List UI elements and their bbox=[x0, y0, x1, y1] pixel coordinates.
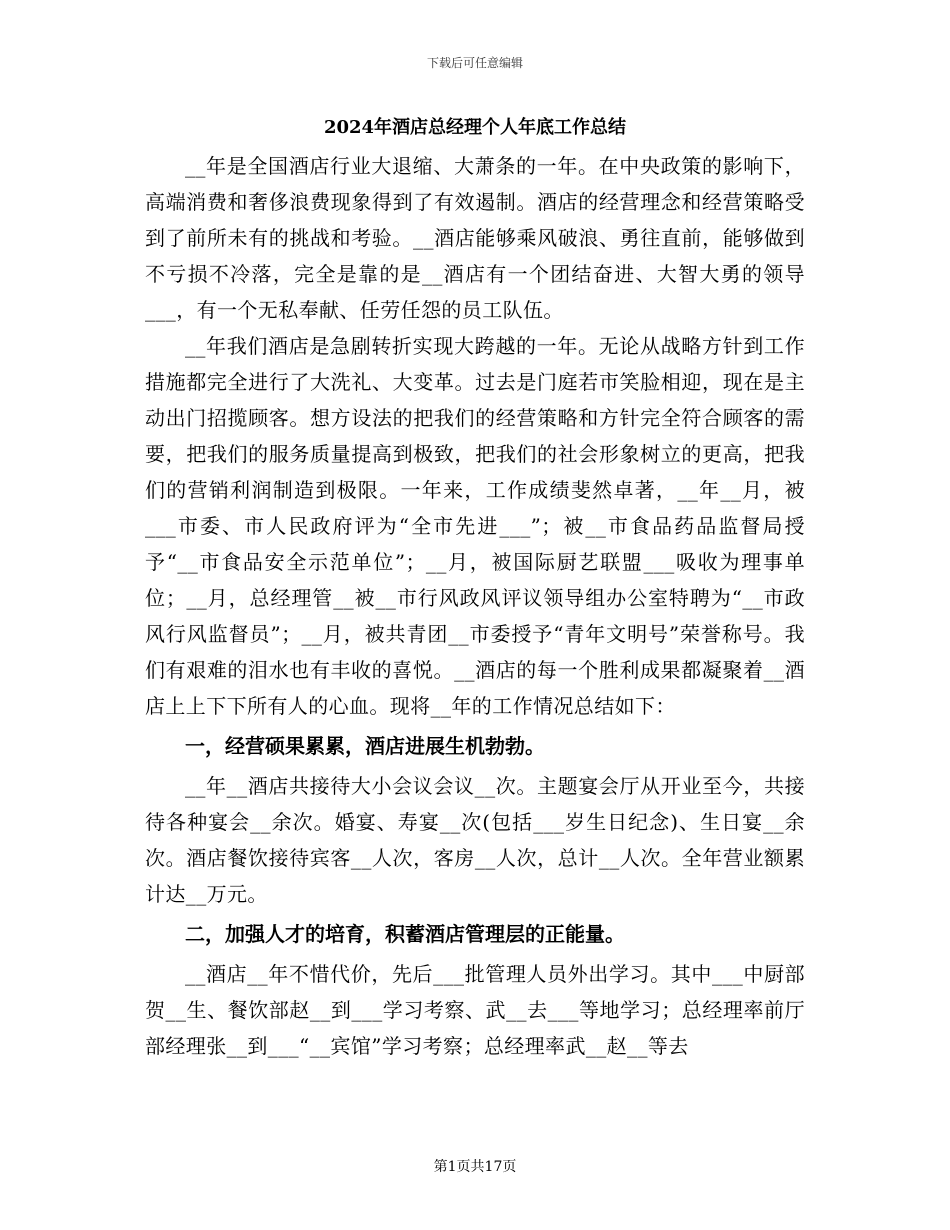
section-heading-2: 二，加强人才的培育，积蓄酒店管理层的正能量。 bbox=[185, 922, 625, 946]
section-text-2: __酒店__年不惜代价，先后___批管理人员外出学习。其中___中厨部贺__生、餐饮部赵__到___学习考察、武__去___等地学习；总经理率前厅部经理张__到___“__宾馆”学习考察；总经理率武__赵__等去 bbox=[145, 962, 805, 1058]
page-number-footer: 第1页共17页 bbox=[433, 1159, 517, 1175]
section-text-1: __年__酒店共接待大小会议会议__次。主题宴会厅从开业至今，共接待各种宴会__余次。婚宴、寿宴__次(包括___岁生日纪念)、生日宴__余次。酒店餐饮接待宾客__人次，客房__人次，总计__人次。全年营业额累计达__万元。 bbox=[145, 774, 805, 906]
page-header-note: 下载后可任意编辑 bbox=[426, 56, 523, 70]
paragraph-intro: __年是全国酒店行业大退缩、大萧条的一年。在中央政策的影响下，高端消费和奢侈浪费现象得到了有效遏制。酒店的经营理念和经营策略受到了前所未有的挑战和考验。__酒店能够乘风破浪、勇往直前，能够做到不亏损不冷落，完全是靠的是__酒店有一个团结奋进、大智大勇的领导___，有一个无私奉献、任劳任怨的员工队伍。 bbox=[145, 154, 805, 322]
document-body bbox=[145, 148, 805, 1064]
document-title: 2024年酒店总经理个人年底工作总结 bbox=[323, 117, 627, 138]
section-heading-1: 一，经营硕果累累，酒店进展生机勃勃。 bbox=[185, 734, 545, 758]
paragraph-achievements: __年我们酒店是急剧转折实现大跨越的一年。无论从战略方针到工作措施都完全进行了大洗礼、大变革。过去是门庭若市笑脸相迎，现在是主动出门招揽顾客。想方设法的把我们的经营策略和方针完全符合顾客的需要，把我们的服务质量提高到极致，把我们的社会形象树立的更高，把我们的营销利润制造到极限。一年来，工作成绩斐然卓著，__年__月，被___市委、市人民政府评为“全市先进___”；被__市食品药品监督局授予“__市食品安全示范单位”；__月，被国际厨艺联盟___吸收为理事单位；__月，总经理管__被__市行风政风评议领导组办公室特聘为“__市政风行风监督员”；__月，被共青团__市委授予“青年文明号”荣誉称号。我们有艰难的泪水也有丰收的喜悦。__酒店的每一个胜利成果都凝聚着__酒店上上下下所有人的心血。现将__年的工作情况总结如下： bbox=[145, 334, 805, 718]
